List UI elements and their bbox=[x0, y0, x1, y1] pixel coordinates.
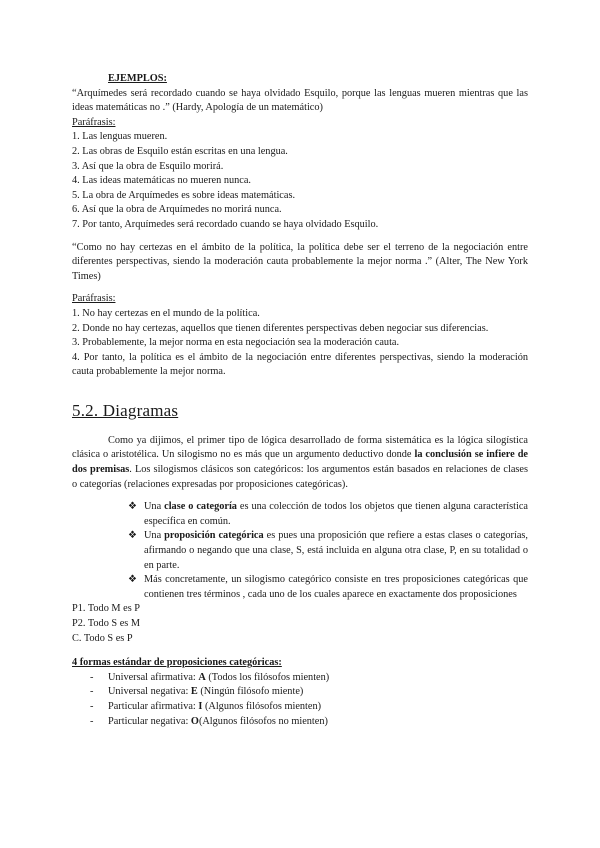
premise: P2. Todo S es M bbox=[72, 618, 141, 629]
list-item: 4. Las ideas matemáticas no mueren nunca. bbox=[72, 175, 251, 187]
list-item: 3. Probablemente, la mejor norma en esta negociación sea la moderación cauta. bbox=[72, 337, 400, 349]
form-item: - Universal negativa: E (Ningún filósofo miente) bbox=[90, 686, 304, 698]
list-item: 1. No hay certezas en el mundo de la política. bbox=[72, 307, 260, 319]
paraphrase-label: Paráfrasis: bbox=[72, 293, 116, 305]
bullet-silogismo: ❖ Más concretamente, un silogismo categórico consiste en tres proposiciones categóricas que contienen tres términos , cada uno de los cuales aparece en exactamente dos proposiciones bbox=[128, 574, 528, 600]
list-item: 4. Por tanto, la política es el ámbito de la negociación entre diferentes perspectivas, siendo la moderación cauta probablemente la mejor norma. bbox=[72, 351, 528, 378]
list-item: 6. Así que la obra de Arquímedes no morirá nunca. bbox=[72, 204, 282, 216]
diamond-bullet-icon: ❖ bbox=[128, 501, 137, 513]
list-item: 2. Las obras de Esquilo están escritas en una lengua. bbox=[72, 145, 288, 157]
form-item: - Particular afirmativa: I (Algunos filósofos mienten) bbox=[90, 700, 322, 712]
list-item: 7. Por tanto, Arquímedes será recordado cuando se haya olvidado Esquilo. bbox=[72, 218, 379, 230]
conclusion: C. Todo S es P bbox=[72, 632, 133, 644]
section-title: 5.2. Diagramas bbox=[72, 400, 179, 420]
list-item: 2. Donde no hay certezas, aquellos que tienen diferentes perspectivas deben negociar sus diferencias. bbox=[72, 322, 489, 334]
form-item: - Particular negativa: O(Algunos filósofos no mienten) bbox=[90, 715, 328, 727]
list-item: 5. La obra de Arquímedes es sobre ideas matemáticas. bbox=[72, 189, 296, 201]
form-item: - Universal afirmativa: A (Todos los filósofos mienten) bbox=[90, 671, 330, 683]
diamond-bullet-icon: ❖ bbox=[128, 530, 137, 542]
document-page bbox=[72, 72, 528, 729]
list-item: 3. Así que la obra de Esquilo morirá. bbox=[72, 160, 224, 172]
paraphrase-label: Paráfrasis: bbox=[72, 116, 116, 128]
forms-heading: 4 formas estándar de proposiciones categóricas: bbox=[72, 657, 282, 669]
examples-heading: EJEMPLOS: bbox=[108, 73, 167, 84]
quote-hardy: “Arquímedes será recordado cuando se haya olvidado Esquilo, porque las lenguas mueren mientras que las ideas matemáticas no .” (Hardy, Apología de un matemático) bbox=[72, 87, 528, 114]
intro-paragraph: Como ya dijimos, el primer tipo de lógica desarrollado de forma sistemática es la lógica silogística clásica o aristotélica. Un silogismo no es más que un argumento deductivo donde la conclusión se infiere de dos premisas. Los silogismos clásicos son categóricos: los argumentos están basados en relaciones de clases o categorías (relaciones expresadas por proposiciones categóricas). bbox=[72, 434, 528, 490]
premise: P1. Todo M es P bbox=[72, 603, 141, 615]
bullet-clase: ❖ Una clase o categoría es una colección de todos los objetos que tienen alguna característica específica en común. bbox=[128, 501, 528, 527]
list-item: 1. Las lenguas mueren. bbox=[72, 131, 168, 143]
diamond-bullet-icon: ❖ bbox=[128, 574, 137, 586]
bullet-proposicion: ❖ Una proposición categórica es pues una proposición que refiere a estas clases o categorías, afirmando o negando que una clase, S, está incluida en alguna otra clase, P, en su totalidad o en parte. bbox=[128, 530, 528, 571]
quote-alter: “Como no hay certezas en el ámbito de la política, la política debe ser el terreno de la negociación entre diferentes perspectivas, siendo la moderación cauta probablemente la mejor norma .” (Alter, The New York Times) bbox=[72, 241, 528, 282]
